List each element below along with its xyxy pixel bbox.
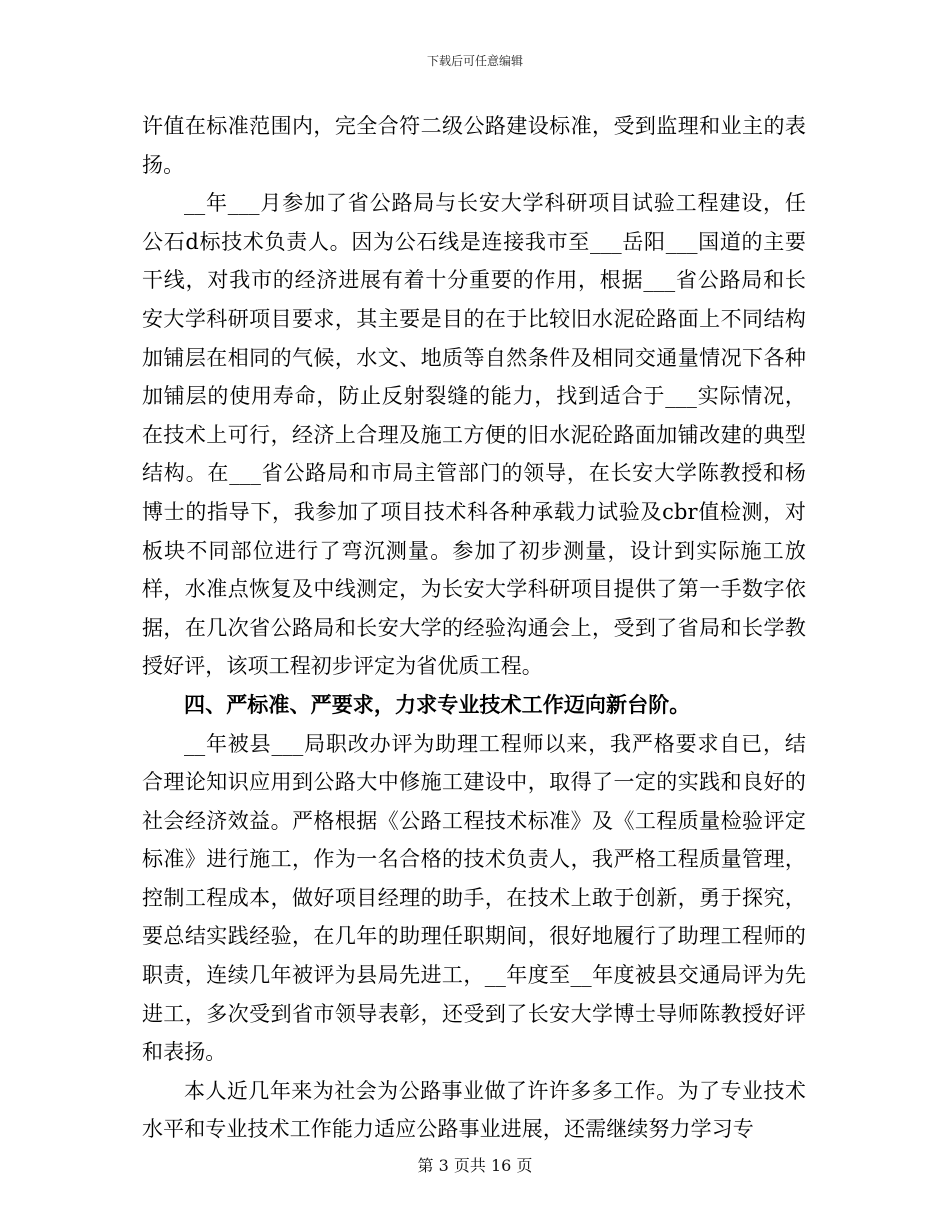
paragraph-continued: 许值在标准范围内，完全合符二级公路建设标准，受到监理和业主的表扬。 [142, 114, 806, 177]
paragraph-assistant-engineer: __年被县___局职改办评为助理工程师以来，我严格要求自已，结合理论知识应用到公路大中修施工建设中，取得了一定的实践和良好的社会经济效益。严格根据《公路工程技术标准》及《工程质量检验评定标准》进行施工，作为一名合格的技术负责人，我严格工程质量管理，控制工程成本，做好项目经理的助手，在技术上敢于创新，勇于探究，要总结实践经验，在几年的助理任职期间，很好地履行了助理工程师的职责，连续几年被评为县局先进工，__年度至__年度被县交通局评为先进工，多次受到省市领导表彰，还受到了长安大学博士导师陈教授好评和表扬。 [142, 731, 806, 1065]
page-number: 第 3 页共 16 页 [417, 1156, 533, 1175]
section-heading-four: 四、严标准、严要求，力求专业技术工作迈向新台阶。 [184, 691, 691, 717]
paragraph-research-project: __年___月参加了省公路局与长安大学科研项目试验工程建设，任公石d标技术负责人。因为公石线是连接我市至___岳阳___国道的主要干线，对我市的经济进展有着十分重要的作用，根据___省公路局和长安大学科研项目要求，其主要是目的在于比较旧水泥砼路面上不同结构加铺层在相同的气候，水文、地质等自然条件及相同交通量情况下各种加铺层的使用寿命，防止反射裂缝的能力，找到适合于___实际情况，在技术上可行，经济上合理及施工方便的旧水泥砼路面加铺改建的典型结构。在___省公路局和市局主管部门的领导，在长安大学陈教授和杨博士的指导下，我参加了项目技术科各种承载力试验及cbr值检测，对板块不同部位进行了弯沉测量。参加了初步测量，设计到实际施工放样，水准点恢复及中线测定，为长安大学科研项目提供了第一手数字依据，在几次省公路局和长安大学的经验沟通会上，受到了省局和长学教授好评，该项工程初步评定为省优质工程。 [142, 191, 806, 679]
page-header-note: 下载后可任意编辑 [426, 54, 523, 68]
paragraph-summary: 本人近几年来为社会为公路事业做了许许多多工作。为了专业技术水平和专业技术工作能力适应公路事业进展，还需继续努力学习专 [142, 1078, 806, 1142]
document-body [142, 107, 806, 1149]
